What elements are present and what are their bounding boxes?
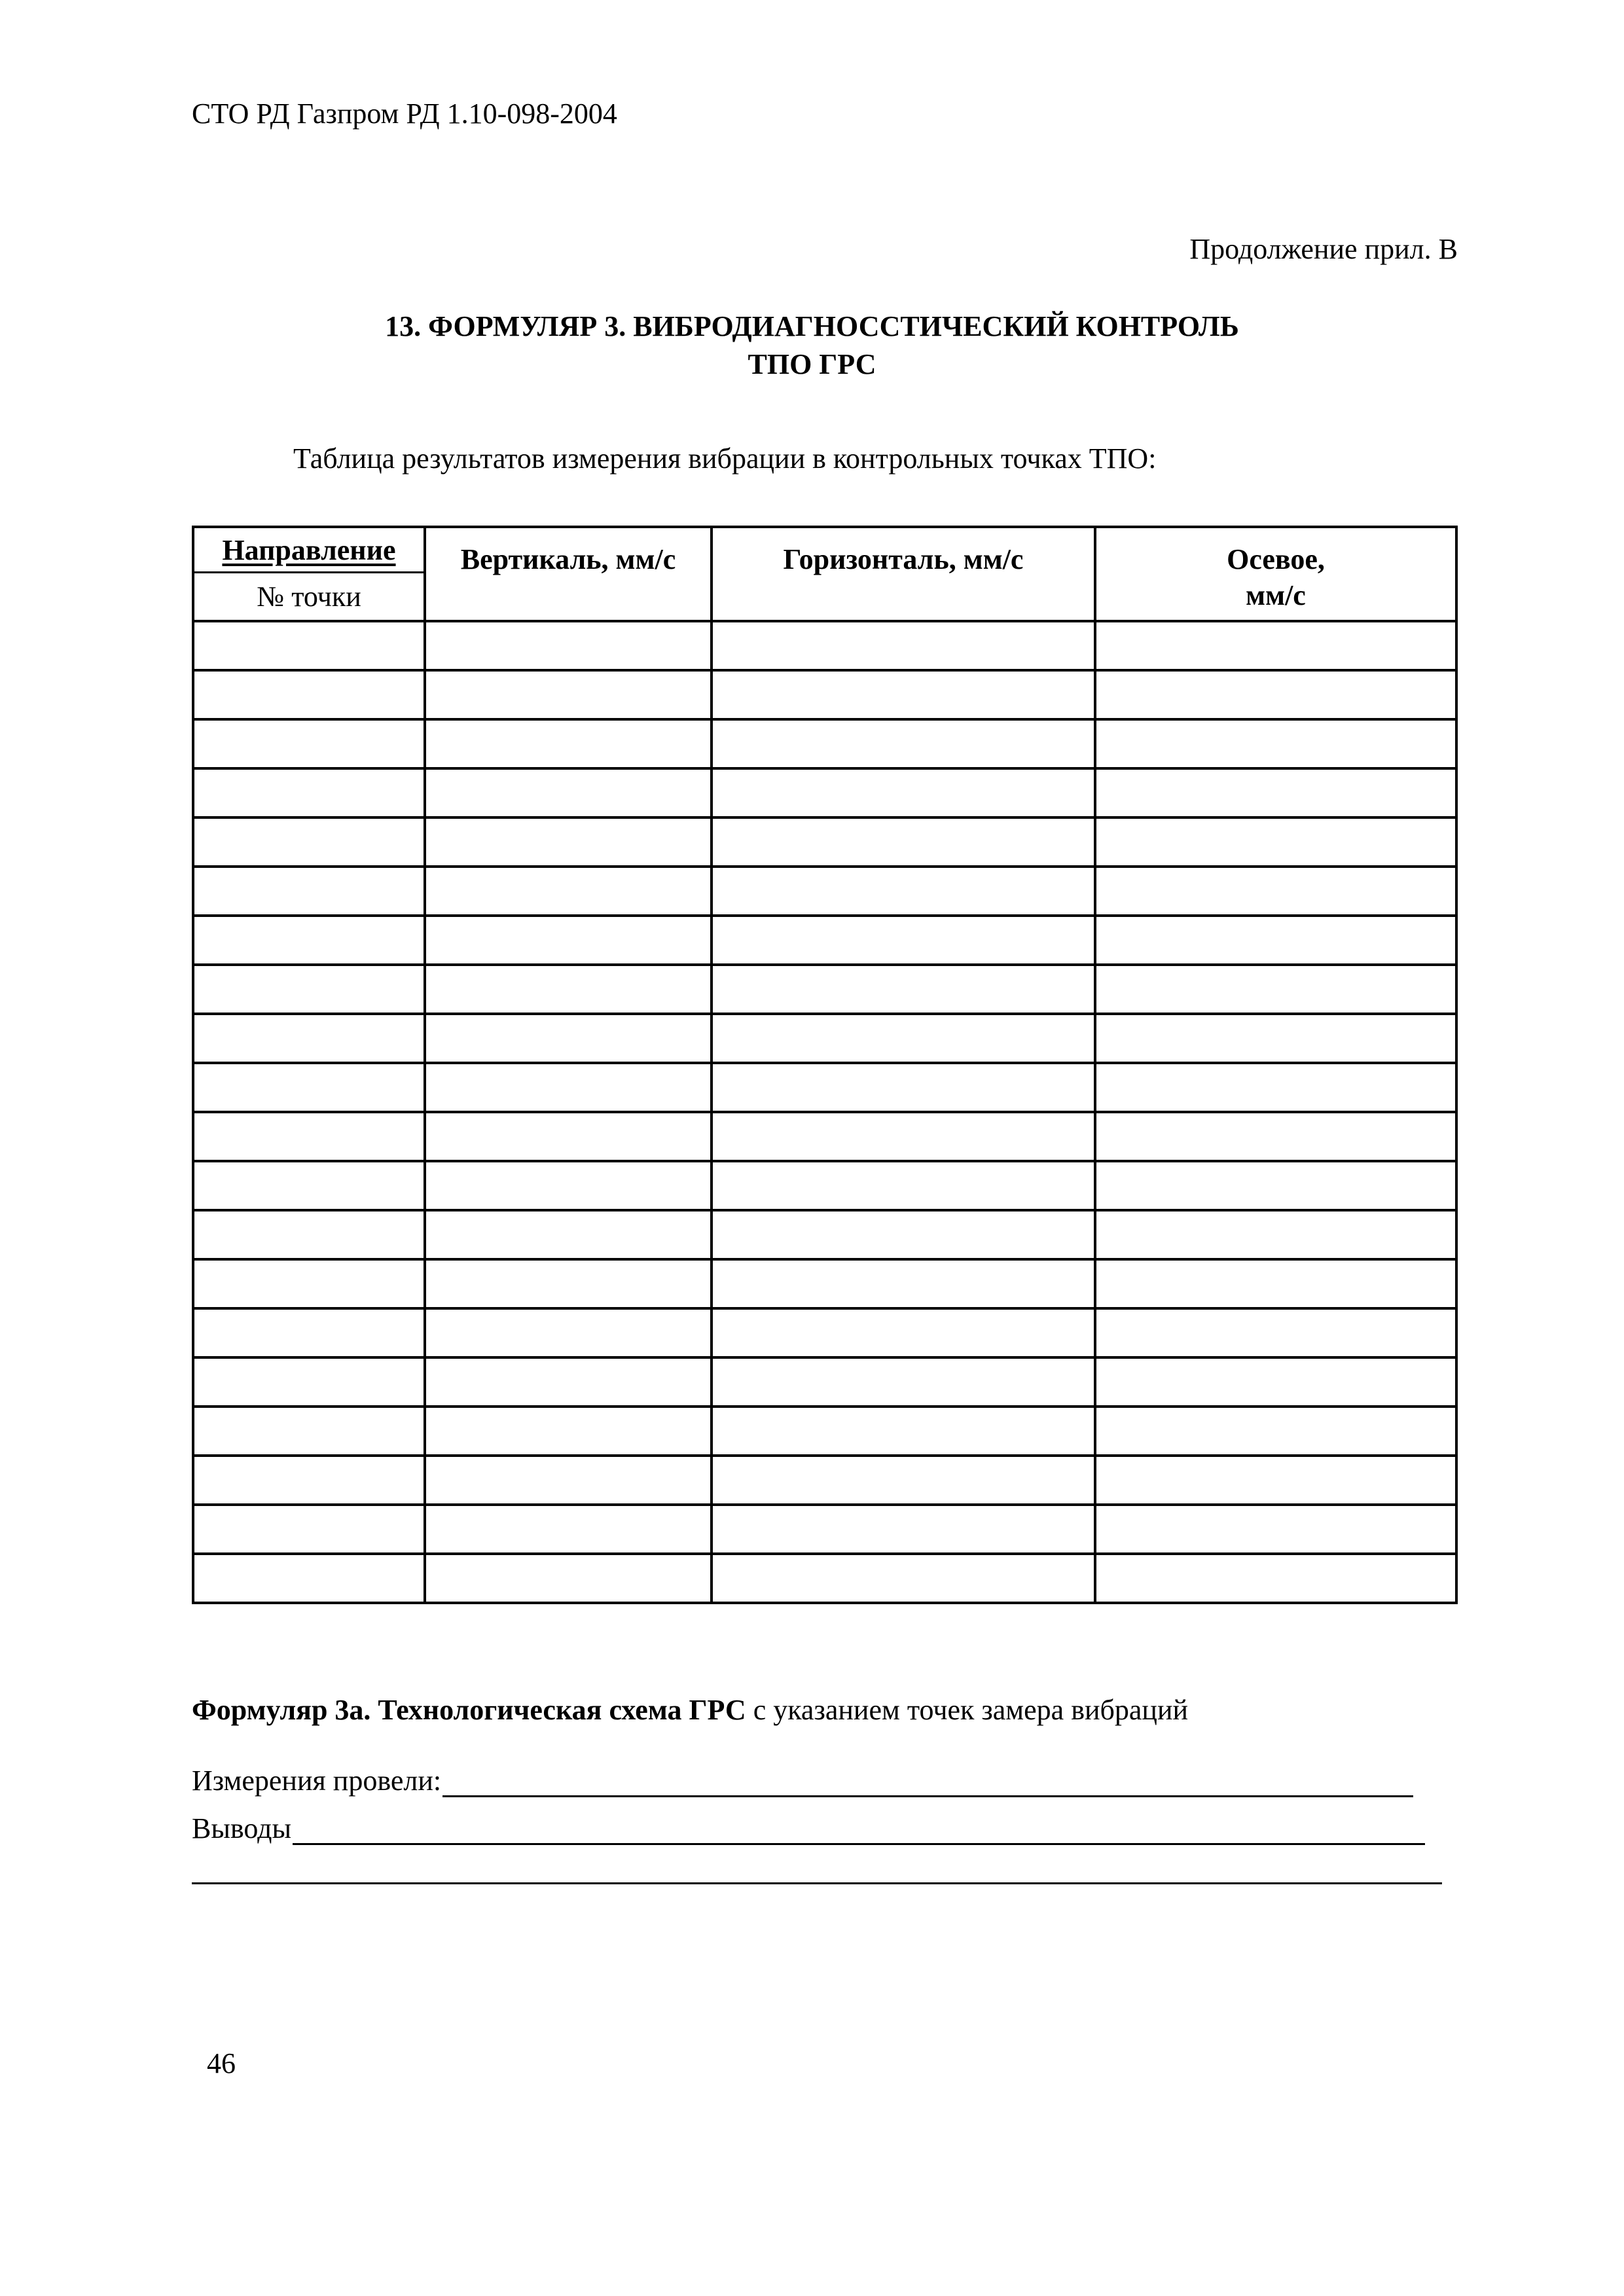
cell-point-number[interactable]	[193, 670, 425, 719]
cell-axial[interactable]	[1095, 1456, 1456, 1505]
cell-axial[interactable]	[1095, 817, 1456, 867]
cell-horizontal[interactable]	[712, 1161, 1095, 1210]
cell-horizontal[interactable]	[712, 1210, 1095, 1259]
cell-axial[interactable]	[1095, 621, 1456, 670]
cell-point-number[interactable]	[193, 817, 425, 867]
cell-horizontal[interactable]	[712, 1456, 1095, 1505]
cell-horizontal[interactable]	[712, 719, 1095, 768]
cell-horizontal[interactable]	[712, 1505, 1095, 1554]
conclusions-row	[192, 1812, 1425, 1845]
cell-point-number[interactable]	[193, 1357, 425, 1407]
cell-vertical[interactable]	[425, 670, 712, 719]
table-row	[193, 1112, 1456, 1161]
cell-vertical[interactable]	[425, 719, 712, 768]
cell-axial[interactable]	[1095, 1014, 1456, 1063]
cell-axial[interactable]	[1095, 1357, 1456, 1407]
cell-horizontal[interactable]	[712, 1308, 1095, 1357]
page-number: 46	[207, 2047, 236, 2079]
cell-axial[interactable]	[1095, 1554, 1456, 1603]
table-row	[193, 1357, 1456, 1407]
table-row	[193, 965, 1456, 1014]
cell-horizontal[interactable]	[712, 916, 1095, 965]
cell-horizontal[interactable]	[712, 965, 1095, 1014]
cell-vertical[interactable]	[425, 1210, 712, 1259]
form-3a-title: Формуляр 3а. Технологическая схема ГРС	[192, 1694, 746, 1726]
measured-by-row	[192, 1764, 1413, 1797]
cell-axial[interactable]	[1095, 1063, 1456, 1112]
cell-axial[interactable]	[1095, 768, 1456, 817]
cell-point-number[interactable]	[193, 965, 425, 1014]
cell-vertical[interactable]	[425, 965, 712, 1014]
table-row	[193, 1259, 1456, 1308]
table-row	[193, 1407, 1456, 1456]
measured-by-field[interactable]	[442, 1769, 1413, 1797]
table-row	[193, 621, 1456, 670]
cell-horizontal[interactable]	[712, 1259, 1095, 1308]
table-row	[193, 867, 1456, 916]
cell-point-number[interactable]	[193, 719, 425, 768]
cell-vertical[interactable]	[425, 1407, 712, 1456]
cell-vertical[interactable]	[425, 1112, 712, 1161]
header-horizontal: Горизонталь, мм/с	[712, 527, 1095, 621]
header-direction	[193, 527, 425, 573]
header-axial	[1095, 527, 1456, 621]
cell-point-number[interactable]	[193, 1259, 425, 1308]
cell-horizontal[interactable]	[712, 817, 1095, 867]
conclusions-field[interactable]	[293, 1817, 1425, 1845]
table-caption: Таблица результатов измерения вибрации в контрольных точках ТПО:	[293, 442, 1157, 475]
cell-horizontal[interactable]	[712, 1063, 1095, 1112]
cell-horizontal[interactable]	[712, 867, 1095, 916]
cell-horizontal[interactable]	[712, 1112, 1095, 1161]
continuation-note: Продолжение прил. В	[1189, 233, 1458, 265]
cell-vertical[interactable]	[425, 1259, 712, 1308]
cell-vertical[interactable]	[425, 1063, 712, 1112]
table-row	[193, 1505, 1456, 1554]
cell-point-number[interactable]	[193, 768, 425, 817]
section-title-line2: ТПО ГРС	[748, 348, 876, 380]
header-axial-line1: Осевое,	[1227, 543, 1325, 575]
table-row	[193, 1554, 1456, 1603]
cell-vertical[interactable]	[425, 1554, 712, 1603]
cell-vertical[interactable]	[425, 1357, 712, 1407]
cell-horizontal[interactable]	[712, 621, 1095, 670]
table-header-row	[193, 527, 1456, 573]
cell-vertical[interactable]	[425, 621, 712, 670]
cell-horizontal[interactable]	[712, 1407, 1095, 1456]
document-code: СТО РД Газпром РД 1.10-098-2004	[192, 98, 617, 130]
cell-point-number[interactable]	[193, 1456, 425, 1505]
cell-axial[interactable]	[1095, 1112, 1456, 1161]
vibration-table	[192, 526, 1458, 1604]
cell-vertical[interactable]	[425, 916, 712, 965]
cell-axial[interactable]	[1095, 719, 1456, 768]
header-direction-label: Направление	[222, 533, 396, 566]
cell-vertical[interactable]	[425, 867, 712, 916]
cell-axial[interactable]	[1095, 1308, 1456, 1357]
cell-vertical[interactable]	[425, 768, 712, 817]
table-row	[193, 1063, 1456, 1112]
cell-axial[interactable]	[1095, 670, 1456, 719]
header-vertical: Вертикаль, мм/с	[425, 527, 712, 621]
cell-point-number[interactable]	[193, 867, 425, 916]
table-row	[193, 817, 1456, 867]
form-3a-line	[192, 1693, 1188, 1727]
table-row	[193, 1456, 1456, 1505]
cell-axial[interactable]	[1095, 1259, 1456, 1308]
cell-point-number[interactable]	[193, 1063, 425, 1112]
cell-vertical[interactable]	[425, 817, 712, 867]
table-row	[193, 670, 1456, 719]
cell-vertical[interactable]	[425, 1161, 712, 1210]
cell-horizontal[interactable]	[712, 1357, 1095, 1407]
cell-vertical[interactable]	[425, 1014, 712, 1063]
cell-horizontal[interactable]	[712, 1014, 1095, 1063]
cell-axial[interactable]	[1095, 867, 1456, 916]
table-row	[193, 1161, 1456, 1210]
section-title-line1: 13. ФОРМУЛЯР 3. ВИБРОДИАГНОССТИЧЕСКИЙ КОНТРОЛЬ	[385, 310, 1239, 342]
cell-horizontal[interactable]	[712, 768, 1095, 817]
cell-point-number[interactable]	[193, 1161, 425, 1210]
conclusions-continuation-line[interactable]	[192, 1882, 1442, 1884]
cell-point-number[interactable]	[193, 1505, 425, 1554]
cell-vertical[interactable]	[425, 1456, 712, 1505]
measured-by-label: Измерения провели:	[192, 1765, 442, 1797]
cell-vertical[interactable]	[425, 1505, 712, 1554]
table-row	[193, 719, 1456, 768]
table-row	[193, 1308, 1456, 1357]
cell-axial[interactable]	[1095, 1210, 1456, 1259]
table-row	[193, 768, 1456, 817]
conclusions-label: Выводы	[192, 1812, 292, 1844]
form-3a-subtitle: с указанием точек замера вибраций	[746, 1694, 1189, 1726]
table-row	[193, 916, 1456, 965]
cell-point-number[interactable]	[193, 1112, 425, 1161]
cell-axial[interactable]	[1095, 916, 1456, 965]
cell-point-number[interactable]	[193, 916, 425, 965]
cell-point-number[interactable]	[193, 1014, 425, 1063]
cell-point-number[interactable]	[193, 621, 425, 670]
cell-point-number[interactable]	[193, 1407, 425, 1456]
cell-axial[interactable]	[1095, 1161, 1456, 1210]
cell-axial[interactable]	[1095, 1505, 1456, 1554]
header-point-number: № точки	[193, 573, 425, 622]
cell-point-number[interactable]	[193, 1308, 425, 1357]
table-row	[193, 1210, 1456, 1259]
cell-point-number[interactable]	[193, 1554, 425, 1603]
cell-horizontal[interactable]	[712, 1554, 1095, 1603]
cell-axial[interactable]	[1095, 1407, 1456, 1456]
cell-horizontal[interactable]	[712, 670, 1095, 719]
cell-point-number[interactable]	[193, 1210, 425, 1259]
table-row	[193, 1014, 1456, 1063]
cell-axial[interactable]	[1095, 965, 1456, 1014]
cell-vertical[interactable]	[425, 1308, 712, 1357]
header-axial-line2: мм/с	[1246, 579, 1306, 611]
